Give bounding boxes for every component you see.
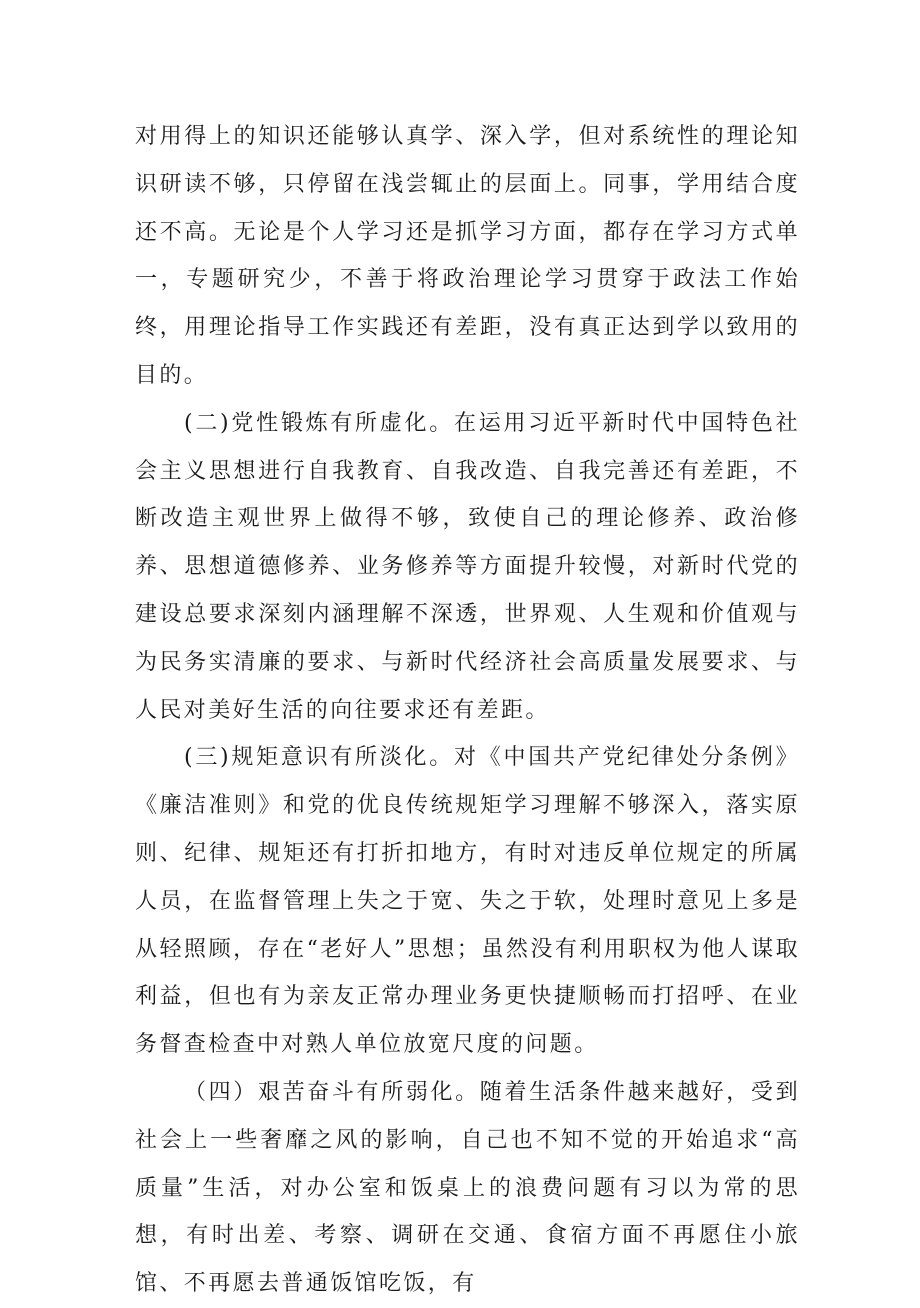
paragraph-section-three: (三)规矩意识有所淡化。对《中国共产党纪律处分条例》《廉洁准则》和党的优良传统规矩学习理解不够深入，落实原则、纪律、规矩还有打折扣地方，有时对违反单位规定的所属人员，在监督管理上失之于宽、失之于软，处理时意见上多是从轻照顾，存在“老好人”思想；虽然没有利用职权为他人谋取利益，但也有为亲友正常办理业务更快捷顺畅而打招呼、在业务督查检查中对熟人单位放宽尺度的问题。	[135, 745, 800, 1058]
paragraph-section-two: (二)党性锻炼有所虚化。在运用习近平新时代中国特色社会主义思想进行自我教育、自我改造、自我完善还有差距，不断改造主观世界上做得不够，致使自己的理论修养、政治修养、思想道德修养、业务修养等方面提升较慢，对新时代党的建设总要求深刻内涵理解不深透，世界观、人生观和价值观与为民务实清廉的要求、与新时代经济社会高质量发展要求、与人民对美好生活的向往要求还有差距。	[135, 410, 800, 723]
paragraph-section-four: （四）艰苦奋斗有所弱化。随着生活条件越来越好，受到社会上一些奢靡之风的影响，自己也不知不觉的开始追求“高质量”生活，对办公室和饭桌上的浪费问题有习以为常的思想，有时出差、考察、调研在交通、食宿方面不再愿住小旅馆、不再愿去普通饭馆吃饭，有	[135, 1079, 800, 1297]
paragraph-continued: 对用得上的知识还能够认真学、深入学，但对系统性的理论知识研读不够，只停留在浅尝辄止的层面上。同事，学用结合度还不高。无论是个人学习还是抓学习方面，都存在学习方式单一，专题研究少，不善于将政治理论学习贯穿于政法工作始终，用理论指导工作实践还有差距，没有真正达到学以致用的目的。	[135, 124, 800, 388]
document-body	[135, 113, 800, 1308]
